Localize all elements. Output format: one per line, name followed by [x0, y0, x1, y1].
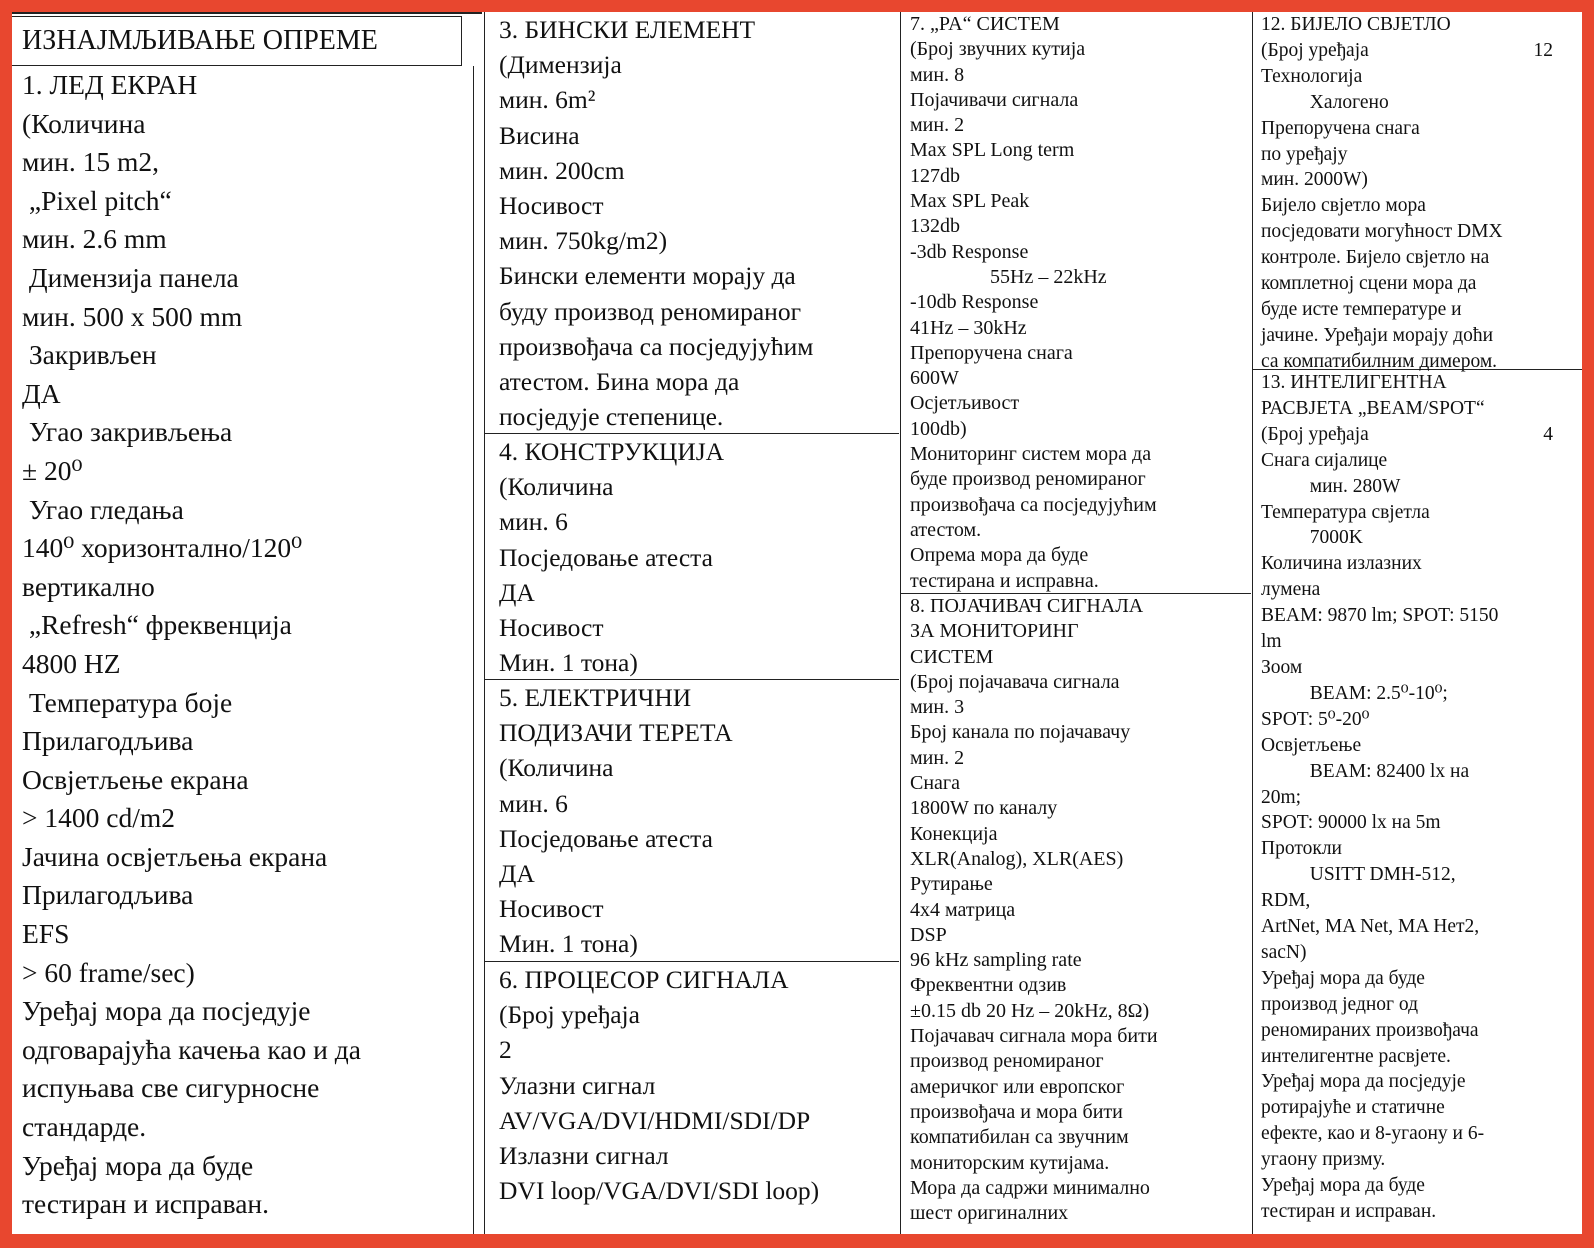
text-line: 7. „PA“ СИСТЕМ [910, 13, 1060, 35]
text-line: lm [1261, 631, 1282, 653]
text-line: (Број уређаја [499, 1000, 640, 1030]
text-line: Број канала по појачавачу [910, 721, 1131, 744]
text-line: мин. 6m² [499, 85, 596, 115]
device-count-value: 4 [1543, 423, 1553, 445]
document-page [12, 12, 1582, 1234]
text-line: СИСТЕМ [910, 645, 994, 668]
section-body [1253, 448, 1582, 1225]
text-line: Мониторинг систем мора да [910, 443, 1152, 466]
section-heading: 12. БИЈЕЛО СВЈЕТЛО [1261, 14, 1451, 35]
text-line: XLR(Analog), XLR(AES) [910, 847, 1124, 870]
text-line: Освјетљење [1261, 734, 1362, 756]
text-line: мин. 2000W) [1261, 169, 1368, 191]
text-line: Угао гледања [22, 493, 184, 525]
device-count-row [1253, 422, 1582, 448]
text-line: 4x4 матрица [910, 898, 1016, 921]
text-line: 4800 HZ [22, 647, 121, 679]
text-line: Количина излазних [1261, 553, 1422, 575]
text-line: Мора да садржи минимално [910, 1176, 1150, 1199]
text-line: мин. 2 [910, 746, 965, 769]
text-line: Уређај мора да посједује [22, 995, 311, 1027]
text-line: EFS [22, 918, 70, 950]
text-line: Снага сијалице [1261, 449, 1388, 471]
text-line: америчког или европског [910, 1075, 1125, 1098]
text-line: атестом. [910, 518, 982, 541]
text-line: Рутирање [910, 873, 993, 896]
text-line: ЗА МОНИТОРИНГ [910, 620, 1079, 643]
device-count-value: 12 [1533, 39, 1553, 61]
device-count-label: (Број уређаја [1261, 39, 1369, 61]
text-line: ± 20⁰ [22, 454, 83, 486]
text-line: Опрема мора да буде [910, 544, 1089, 567]
text-line: 5. ЕЛЕКТРИЧНИ [499, 683, 692, 712]
section-pa-system [901, 12, 1251, 594]
text-line: Носивост [499, 191, 604, 221]
text-line: ефекте, као и 8-угаону и 6- [1261, 1123, 1485, 1145]
column-sound [900, 12, 1251, 1234]
text-line: Бијело свјетло мора [1261, 195, 1426, 217]
text-line: sacN) [1261, 941, 1307, 963]
text-line: ±0.15 db 20 Hz – 20kHz, 8Ω) [910, 999, 1150, 1022]
text-line: атестом. Бина мора да [499, 367, 740, 397]
text-line: > 60 frame/sec) [22, 956, 195, 988]
text-line: 41Hz – 30kHz [910, 316, 1027, 339]
text-line: мин. 2 [910, 114, 965, 137]
text-line: посједовати могућност DMX [1261, 221, 1503, 243]
text-line: реномираних произвођача [1261, 1019, 1479, 1041]
text-line: 3. БИНСКИ ЕЛЕМЕНТ [499, 15, 756, 44]
section-heading: 13. ИНТЕЛИГЕНТНА [1261, 372, 1447, 393]
text-line: лумена [1261, 579, 1321, 601]
text-line: мин. 200cm [499, 155, 625, 185]
text-line: 7000K [1261, 527, 1363, 549]
text-line: Max SPL Long term [910, 139, 1075, 162]
text-line: компатибилан са звучним [910, 1126, 1129, 1149]
text-line: BEAM: 2.5⁰-10⁰; [1261, 682, 1448, 704]
text-line: SPOT: 90000 lx на 5m [1261, 812, 1441, 834]
text-line: Халогено [1261, 91, 1389, 113]
text-line: мин. 2.6 mm [22, 223, 167, 255]
text-line: (Димензија [499, 50, 622, 80]
text-line: „Pixel pitch“ [22, 184, 172, 216]
text-line: DVI loop/VGA/DVI/SDI loop) [499, 1176, 820, 1206]
text-line: Јачина освјетљења екрана [22, 840, 328, 872]
text-line: -3db Response [910, 240, 1029, 263]
text-line: мин. 500 x 500 mm [22, 300, 243, 332]
text-line: стандарде. [22, 1111, 147, 1143]
text-line: 600W [910, 367, 959, 390]
text-line: мин. 750kg/m2) [499, 226, 668, 256]
text-line: Температура боје [22, 686, 233, 718]
text-line: интелигентне расвјете. [1261, 1045, 1451, 1067]
text-line: BEAM: 82400 lx на [1261, 760, 1470, 782]
text-line: DSP [910, 923, 947, 946]
text-line: ArtNet, MA Net, MA Нет2, [1261, 916, 1480, 938]
text-line: тестирана и исправна. [910, 569, 1099, 592]
text-line: Уређај мора да буде [22, 1149, 254, 1181]
text-line: Уређај мора да буде [1261, 967, 1425, 989]
section-monitor-amplifier [901, 594, 1251, 1234]
text-line: одговарајућа качења као и да [22, 1033, 361, 1065]
text-line: „Refresh“ фреквенција [22, 609, 292, 641]
text-line: 100db) [910, 417, 967, 440]
text-line: 96 kHz sampling rate [910, 949, 1082, 972]
text-line: ДА [499, 859, 535, 889]
section-white-light [1253, 12, 1582, 370]
document-heading-box [12, 16, 462, 66]
text-line: Висина [499, 120, 580, 150]
text-line: Уређај мора да буде [1261, 1175, 1425, 1197]
device-count-label: (Број уређаја [1261, 423, 1369, 445]
section-construction [485, 434, 899, 680]
text-line: 132db [910, 215, 960, 238]
text-line: Улазни сигнал [499, 1070, 656, 1100]
section-stage-element [485, 12, 899, 434]
text-line: производ реномираног [910, 1050, 1104, 1073]
text-line: Препоручена снага [910, 341, 1073, 364]
text-line: шест оригиналних [910, 1202, 1069, 1225]
text-line: AV/VGA/DVI/HDMI/SDI/DP [499, 1105, 811, 1135]
text-line: Снага [910, 772, 960, 795]
text-line: Препоручена снага [1261, 117, 1420, 139]
text-line: Освјетљење екрана [22, 763, 249, 795]
text-line: 1800W по каналу [910, 797, 1058, 820]
section-led-screen [12, 66, 474, 1234]
text-line: мин. 8 [910, 63, 965, 86]
text-line: 20m; [1261, 786, 1302, 808]
text-line: мониторским кутијама. [910, 1151, 1110, 1174]
text-line: ДА [499, 577, 535, 607]
top-rule [12, 12, 482, 14]
text-line: 1. ЛЕД ЕКРАН [22, 69, 198, 100]
text-line: ПОДИЗАЧИ ТЕРЕТА [499, 718, 733, 748]
text-line: (Број звучних кутија [910, 38, 1086, 61]
text-line: Појачавач сигнала мора бити [910, 1025, 1158, 1048]
text-line: 55Hz – 22kHz [910, 265, 1107, 288]
text-line: (Количина [22, 107, 146, 139]
text-line: 4. КОНСТРУКЦИЈА [499, 437, 725, 466]
text-line: 140⁰ хоризонтално/120⁰ [22, 532, 303, 564]
section-electric-hoists [485, 680, 899, 962]
text-line: Фреквентни одзив [910, 974, 1067, 997]
text-line: 8. ПОЈАЧИВАЧ СИГНАЛА [910, 595, 1144, 617]
text-line: производ једног од [1261, 993, 1419, 1015]
text-line: Температура свјетла [1261, 501, 1430, 523]
text-line: Носивост [499, 613, 604, 643]
text-line: Технологија [1261, 65, 1363, 87]
text-line: комплетној сцени мора да [1261, 273, 1477, 295]
text-line: Појачивачи сигнала [910, 88, 1079, 111]
text-line: са компатибилним димером. [1261, 350, 1498, 372]
text-line: Протокли [1261, 838, 1342, 860]
text-line: Посједовање атеста [499, 823, 713, 853]
text-line: 127db [910, 164, 960, 187]
text-line: ДА [22, 377, 61, 409]
text-line: испуњава све сигурносне [22, 1072, 320, 1104]
text-line: Зоом [1261, 656, 1303, 678]
text-line: BEAM: 9870 lm; SPOT: 5150 [1261, 605, 1499, 627]
text-line: мин. 280W [1261, 475, 1401, 497]
text-line: посједује степенице. [499, 402, 724, 432]
section-signal-processor [485, 962, 899, 1234]
text-line: мин. 15 m2, [22, 146, 159, 178]
text-line: Уређај мора да посједује [1261, 1071, 1466, 1093]
text-line: Закривљен [22, 339, 157, 371]
text-line: мин. 3 [910, 696, 965, 719]
text-line: Прилагодљива [22, 725, 194, 757]
text-line: вертикално [22, 570, 155, 602]
text-line: RDM, [1261, 890, 1311, 912]
document-heading: ИЗНАЈМЉИВАЊЕ ОПРЕМЕ [22, 25, 378, 56]
text-line: угаону призму. [1261, 1149, 1386, 1171]
text-line: Max SPL Peak [910, 190, 1030, 213]
text-line: мин. 6 [499, 788, 568, 818]
text-line: Излазни сигнал [499, 1141, 669, 1171]
text-line: ротирајуће и статичне [1261, 1097, 1445, 1119]
text-line: Осјетљивост [910, 392, 1020, 415]
text-line: (Количина [499, 472, 614, 502]
text-line: Мин. 1 тона) [499, 929, 638, 959]
text-line: контроле. Бијело свјетло на [1261, 247, 1490, 269]
text-line: -10db Response [910, 291, 1039, 314]
text-line: тестиран и исправан. [22, 1188, 270, 1220]
text-line: јачине. Уређаји морају доћи [1261, 324, 1494, 346]
text-line: Бински елементи морају да [499, 261, 796, 291]
text-line: произвођача и мора бити [910, 1100, 1123, 1123]
text-line: > 1400 cd/m2 [22, 802, 175, 834]
text-line: по уређају [1261, 143, 1348, 165]
device-count-row [1253, 38, 1582, 64]
text-line: Димензија панела [22, 261, 239, 293]
text-line: (Количина [499, 753, 614, 783]
text-line: SPOT: 5⁰-20⁰ [1261, 708, 1370, 730]
text-line: произвођача са посједујућим [910, 493, 1157, 516]
text-line: буде производ реномираног [910, 468, 1146, 491]
text-line: мин. 6 [499, 507, 568, 537]
column-stage [484, 12, 899, 1234]
text-line: 6. ПРОЦЕСОР СИГНАЛА [499, 965, 789, 994]
text-line: Конекција [910, 822, 998, 845]
text-line: буде исте температуре и [1261, 298, 1462, 320]
text-line: Мин. 1 тона) [499, 648, 638, 678]
section-body [1253, 64, 1582, 375]
text-line: произвођача са посједујућим [499, 331, 814, 361]
text-line: Посједовање атеста [499, 542, 713, 572]
section-heading-cont: РАСВЈЕТА „BEAM/SPOT“ [1261, 397, 1485, 419]
text-line: USITT DMH-512, [1261, 864, 1456, 886]
column-led-screen [12, 12, 482, 1234]
text-line: (Број појачавача сигнала [910, 670, 1120, 693]
text-line: буду производ реномираног [499, 296, 802, 326]
text-line: 2 [499, 1035, 512, 1065]
text-line: Прилагодљива [22, 879, 194, 911]
text-line: Угао закривљења [22, 416, 233, 448]
column-lighting [1252, 12, 1582, 1234]
text-line: Носивост [499, 894, 604, 924]
text-line: тестиран и исправан. [1261, 1201, 1437, 1222]
section-intelligent-lighting [1253, 370, 1582, 1234]
